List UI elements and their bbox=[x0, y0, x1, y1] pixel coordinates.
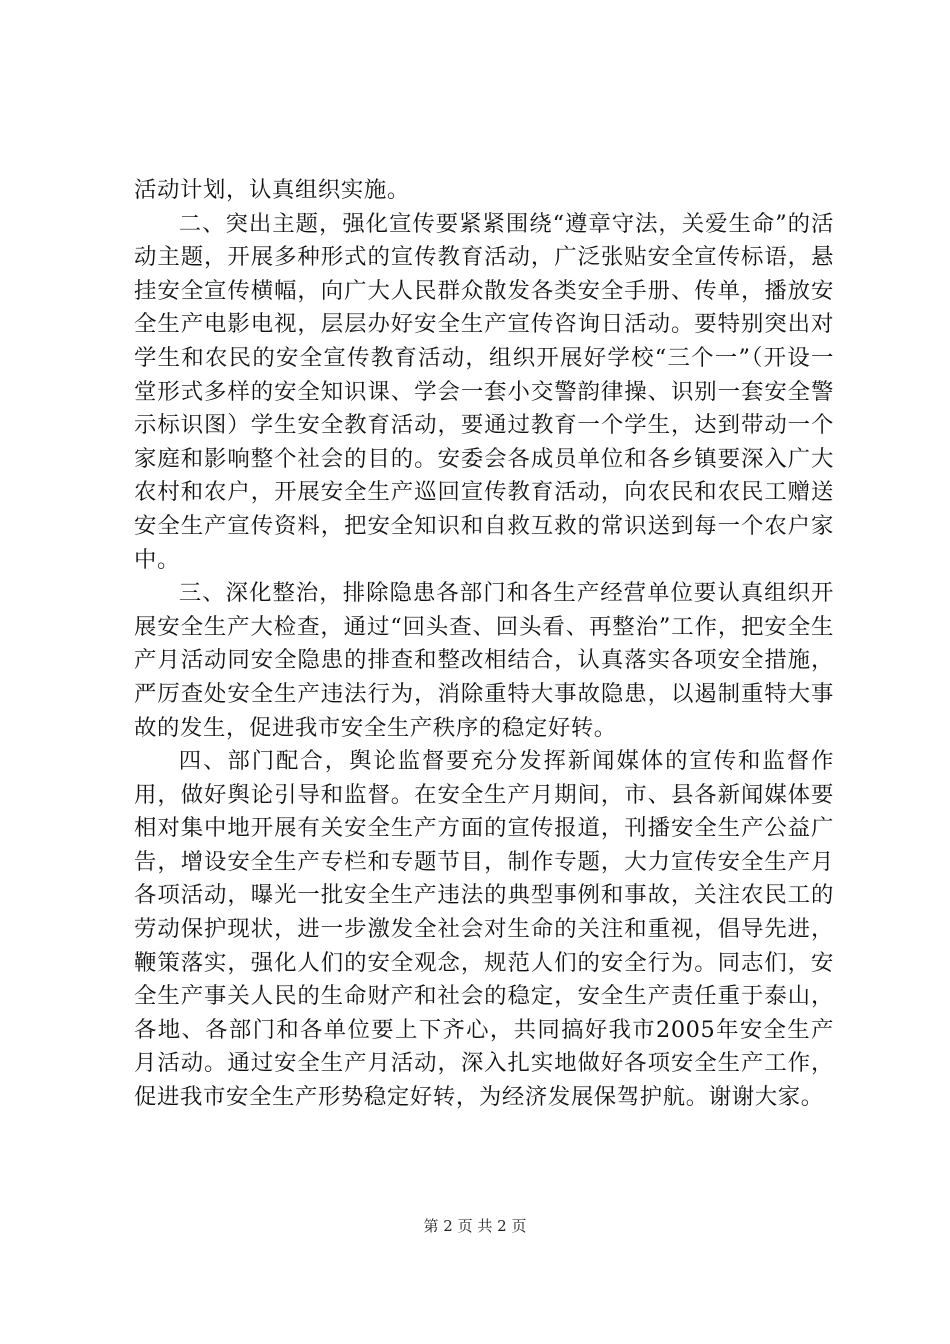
document-body bbox=[134, 174, 834, 1115]
paragraph-continuation: 活动计划，认真组织实施。 bbox=[134, 177, 410, 203]
paragraph-section-4: 四、部门配合，舆论监督要充分发挥新闻媒体的宣传和监督作用，做好舆论引导和监督。在安全生产月期间，市、县各新闻媒体要相对集中地开展有关安全生产方面的宣传报道，刊播安全生产公益广告，增设安全生产专栏和专题节目，制作专题，大力宣传安全生产月各项活动，曝光一批安全生产违法的典型事例和事故，关注农民工的劳动保护现状，进一步激发全社会对生命的关注和重视，倡导先进，鞭策落实，强化人们的安全观念，规范人们的安全行为。同志们，安全生产事关人民的生命财产和社会的稳定，安全生产责任重于泰山，各地、各部门和各单位要上下齐心，共同搞好我市2005年安全生产月活动。通过安全生产月活动，深入扎实地做好各项安全生产工作，促进我市安全生产形势稳定好转，为经济发展保驾护航。谢谢大家。 bbox=[134, 748, 834, 1111]
paragraph-section-3: 三、深化整治，排除隐患各部门和各生产经营单位要认真组织开展安全生产大检查，通过“回头查、回头看、再整治”工作，把安全生产月活动同安全隐患的排查和整改相结合，认真落实各项安全措施，严厉查处安全生产违法行为，消除重特大事故隐患，以遏制重特大事故的发生，促进我市安全生产秩序的稳定好转。 bbox=[134, 580, 834, 741]
paragraph-section-2: 二、突出主题，强化宣传要紧紧围绕“遵章守法，关爱生命”的活动主题，开展多种形式的宣传教育活动，广泛张贴安全宣传标语，悬挂安全宣传横幅，向广大人民群众散发各类安全手册、传单，播放安全生产电影电视，层层办好安全生产宣传咨询日活动。要特别突出对学生和农民的安全宣传教育活动，组织开展好学校“三个一”（开设一堂形式多样的安全知识课、学会一套小交警韵律操、识别一套安全警示标识图）学生安全教育活动，要通过教育一个学生，达到带动一个家庭和影响整个社会的目的。安委会各成员单位和各乡镇要深入广大农村和农户，开展安全生产巡回宣传教育活动，向农民和农民工赠送安全生产宣传资料，把安全知识和自救互救的常识送到每一个农户家中。 bbox=[134, 210, 834, 573]
page-number-footer: 第 2 页 共 2 页 bbox=[423, 1217, 527, 1235]
